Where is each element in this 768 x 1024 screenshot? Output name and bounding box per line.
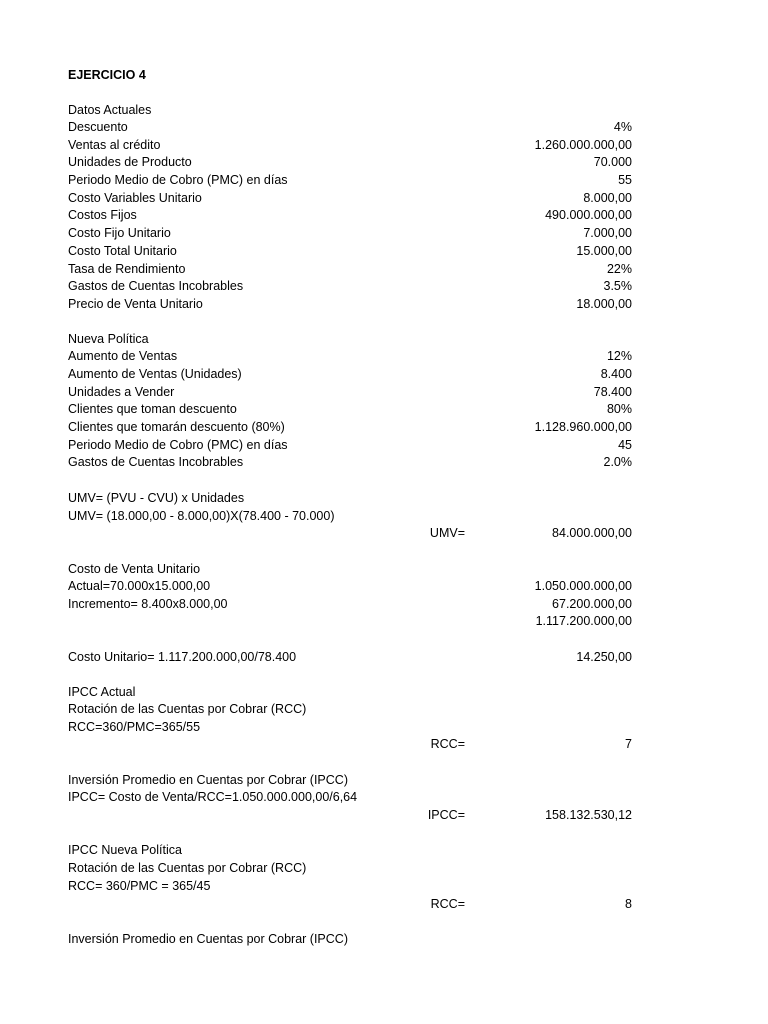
table-row (68, 242, 632, 260)
row-value: 8.000,00 (583, 191, 632, 205)
row-value: 67.200.000,00 (552, 597, 632, 611)
row-value: 12% (606, 349, 632, 363)
row-label: Rotación de las Cuentas por Cobrar (RCC) (68, 861, 307, 875)
row-label: Costo Variables Unitario (68, 191, 202, 205)
table-row (68, 118, 632, 136)
table-row (68, 365, 632, 383)
table-row (68, 136, 632, 154)
row-label: Unidades de Producto (68, 155, 192, 169)
row-value: 7 (625, 737, 632, 751)
table-row (68, 189, 632, 207)
row-label: Costos Fijos (68, 208, 137, 222)
table-row (68, 718, 632, 736)
table-row (68, 612, 632, 630)
table-row (68, 895, 632, 913)
row-label: Rotación de las Cuentas por Cobrar (RCC) (68, 702, 307, 716)
row-value: 84.000.000,00 (552, 526, 632, 540)
row-value: 22% (606, 262, 632, 276)
table-row (68, 859, 632, 877)
row-value: 55 (618, 173, 632, 187)
table-row (68, 400, 632, 418)
row-value: 1.128.960.000,00 (534, 420, 632, 434)
table-row (68, 507, 632, 525)
table-row (68, 453, 632, 471)
row-label: IPCC Nueva Política (68, 843, 182, 857)
table-row (68, 560, 632, 578)
table-row (68, 930, 632, 948)
row-value: 80% (606, 402, 632, 416)
row-value: 18.000,00 (576, 297, 632, 311)
row-value: 8 (625, 897, 632, 911)
row-label: Precio de Venta Unitario (68, 297, 203, 311)
row-label: Periodo Medio de Cobro (PMC) en días (68, 438, 288, 452)
table-row (68, 683, 632, 701)
row-label: Costo Fijo Unitario (68, 226, 171, 240)
row-value: 1.050.000.000,00 (534, 579, 632, 593)
table-row (68, 347, 632, 365)
row-label: RCC=360/PMC=365/55 (68, 720, 201, 734)
row-label: Clientes que toman descuento (68, 402, 237, 416)
row-label: Costo de Venta Unitario (68, 562, 201, 576)
row-label: Aumento de Ventas (68, 349, 178, 363)
row-label: Unidades a Vender (68, 385, 175, 399)
table-row (68, 206, 632, 224)
table-row (68, 648, 632, 666)
table-row (68, 330, 632, 348)
row-label: Incremento= 8.400x8.000,00 (68, 597, 228, 611)
row-label: Descuento (68, 120, 128, 134)
row-label: Tasa de Rendimiento (68, 262, 186, 276)
row-label: Gastos de Cuentas Incobrables (68, 279, 244, 293)
table-row (68, 788, 632, 806)
table-row (68, 735, 632, 753)
row-value: 14.250,00 (576, 650, 632, 664)
table-row (68, 877, 632, 895)
row-value: 4% (613, 120, 632, 134)
row-value: 3.5% (603, 279, 632, 293)
table-row (68, 418, 632, 436)
table-row (68, 595, 632, 613)
table-row (68, 260, 632, 278)
row-value: 1.260.000.000,00 (534, 138, 632, 152)
row-label: IPCC Actual (68, 685, 136, 699)
table-row (68, 841, 632, 859)
row-formula-label: UMV= (429, 526, 465, 540)
table-row (68, 524, 632, 542)
row-label: Ventas al crédito (68, 138, 161, 152)
row-value: 15.000,00 (576, 244, 632, 258)
table-row (68, 700, 632, 718)
row-value: 1.117.200.000,00 (535, 614, 632, 628)
row-formula-label: IPCC= (427, 808, 465, 822)
row-value: 8.400 (600, 367, 632, 381)
table-row (68, 436, 632, 454)
table-row (68, 101, 632, 119)
row-value: 70.000 (593, 155, 632, 169)
row-formula-label: RCC= (430, 737, 465, 751)
table-row (68, 153, 632, 171)
table-row (68, 771, 632, 789)
row-formula-label: RCC= (430, 897, 465, 911)
row-label: Gastos de Cuentas Incobrables (68, 455, 244, 469)
table-row (68, 295, 632, 313)
table-row (68, 224, 632, 242)
table-row (68, 383, 632, 401)
row-label: Datos Actuales (68, 103, 152, 117)
row-label: Aumento de Ventas (Unidades) (68, 367, 242, 381)
row-label: UMV= (18.000,00 - 8.000,00)X(78.400 - 70.000) (68, 509, 335, 523)
exercise-title: EJERCICIO 4 (68, 68, 146, 82)
row-label: Nueva Política (68, 332, 149, 346)
row-value: 7.000,00 (583, 226, 632, 240)
table-row (68, 277, 632, 295)
exercise-title-row (68, 66, 632, 84)
row-value: 45 (618, 438, 632, 452)
row-label: Inversión Promedio en Cuentas por Cobrar (IPCC) (68, 773, 348, 787)
row-label: Costo Unitario= 1.117.200.000,00/78.400 (68, 650, 297, 664)
row-label: UMV= (PVU - CVU) x Unidades (68, 491, 245, 505)
row-value: 490.000.000,00 (545, 208, 632, 222)
row-value: 2.0% (603, 455, 632, 469)
table-row (68, 171, 632, 189)
row-label: Costo Total Unitario (68, 244, 177, 258)
row-label: IPCC= Costo de Venta/RCC=1.050.000.000,00/6,64 (68, 790, 358, 804)
row-label: Periodo Medio de Cobro (PMC) en días (68, 173, 288, 187)
row-label: Inversión Promedio en Cuentas por Cobrar (IPCC) (68, 932, 348, 946)
row-label: Clientes que tomarán descuento (80%) (68, 420, 285, 434)
table-row (68, 806, 632, 824)
row-label: Actual=70.000x15.000,00 (68, 579, 211, 593)
table-row (68, 489, 632, 507)
row-value: 78.400 (593, 385, 632, 399)
row-label: RCC= 360/PMC = 365/45 (68, 879, 211, 893)
table-row (68, 577, 632, 595)
row-value: 158.132.530,12 (545, 808, 632, 822)
